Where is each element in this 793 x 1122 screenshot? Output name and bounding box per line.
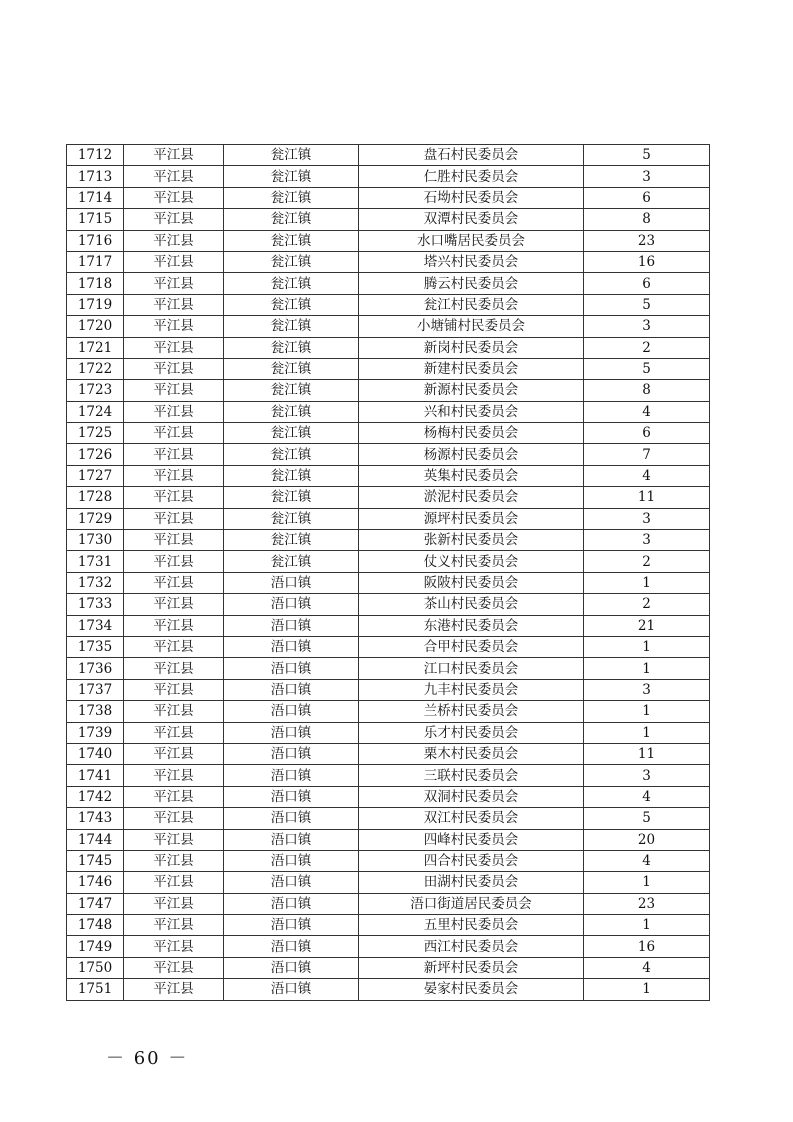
data-table [66,144,710,1001]
count-cell: 11 [584,743,710,764]
count-cell: 3 [584,166,710,187]
county-cell: 平江县 [124,230,224,251]
committee-cell: 英集村民委员会 [359,465,584,486]
table-row [67,444,710,465]
row-index-cell: 1714 [67,187,124,208]
count-cell: 16 [584,936,710,957]
table-row [67,230,710,251]
row-index-cell: 1737 [67,679,124,700]
row-index-cell: 1718 [67,273,124,294]
town-cell: 瓮江镇 [224,423,359,444]
count-cell: 2 [584,594,710,615]
row-index-cell: 1750 [67,957,124,978]
table-row [67,701,710,722]
town-cell: 瓮江镇 [224,316,359,337]
count-cell: 8 [584,209,710,230]
county-cell: 平江县 [124,936,224,957]
county-cell: 平江县 [124,487,224,508]
count-cell: 1 [584,722,710,743]
table-row [67,166,710,187]
count-cell: 7 [584,444,710,465]
town-cell: 浯口镇 [224,915,359,936]
town-cell: 浯口镇 [224,743,359,764]
table-row [67,294,710,315]
row-index-cell: 1732 [67,572,124,593]
committee-cell: 源坪村民委员会 [359,508,584,529]
county-cell: 平江县 [124,166,224,187]
town-cell: 浯口镇 [224,829,359,850]
county-cell: 平江县 [124,145,224,166]
county-cell: 平江县 [124,337,224,358]
town-cell: 瓮江镇 [224,187,359,208]
town-cell: 浯口镇 [224,979,359,1000]
town-cell: 瓮江镇 [224,551,359,572]
committee-cell: 双江村民委员会 [359,808,584,829]
county-cell: 平江县 [124,850,224,871]
row-index-cell: 1712 [67,145,124,166]
town-cell: 浯口镇 [224,615,359,636]
committee-cell: 兴和村民委员会 [359,401,584,422]
committee-cell: 西江村民委员会 [359,936,584,957]
county-cell: 平江县 [124,701,224,722]
county-cell: 平江县 [124,380,224,401]
county-cell: 平江县 [124,658,224,679]
row-index-cell: 1717 [67,251,124,272]
row-index-cell: 1729 [67,508,124,529]
county-cell: 平江县 [124,508,224,529]
committee-cell: 新建村民委员会 [359,358,584,379]
county-cell: 平江县 [124,551,224,572]
table-body [67,145,710,1001]
count-cell: 20 [584,829,710,850]
table-row [67,572,710,593]
county-cell: 平江县 [124,893,224,914]
county-cell: 平江县 [124,251,224,272]
town-cell: 瓮江镇 [224,166,359,187]
county-cell: 平江县 [124,209,224,230]
row-index-cell: 1742 [67,786,124,807]
count-cell: 6 [584,273,710,294]
count-cell: 23 [584,230,710,251]
county-cell: 平江县 [124,530,224,551]
count-cell: 4 [584,465,710,486]
town-cell: 浯口镇 [224,636,359,657]
row-index-cell: 1748 [67,915,124,936]
count-cell: 4 [584,850,710,871]
count-cell: 2 [584,337,710,358]
county-cell: 平江县 [124,743,224,764]
table-row [67,594,710,615]
town-cell: 瓮江镇 [224,380,359,401]
town-cell: 浯口镇 [224,808,359,829]
row-index-cell: 1724 [67,401,124,422]
county-cell: 平江县 [124,358,224,379]
row-index-cell: 1749 [67,936,124,957]
row-index-cell: 1719 [67,294,124,315]
town-cell: 瓮江镇 [224,273,359,294]
county-cell: 平江县 [124,316,224,337]
row-index-cell: 1731 [67,551,124,572]
town-cell: 瓮江镇 [224,508,359,529]
row-index-cell: 1741 [67,765,124,786]
committee-cell: 四峰村民委员会 [359,829,584,850]
table-row [67,401,710,422]
committee-cell: 杨梅村民委员会 [359,423,584,444]
committee-cell: 三联村民委员会 [359,765,584,786]
county-cell: 平江县 [124,423,224,444]
committee-cell: 新坪村民委员会 [359,957,584,978]
county-cell: 平江县 [124,786,224,807]
county-cell: 平江县 [124,572,224,593]
town-cell: 浯口镇 [224,765,359,786]
row-index-cell: 1746 [67,872,124,893]
count-cell: 16 [584,251,710,272]
table-row [67,337,710,358]
count-cell: 4 [584,401,710,422]
committee-cell: 淤泥村民委员会 [359,487,584,508]
row-index-cell: 1716 [67,230,124,251]
committee-cell: 兰桥村民委员会 [359,701,584,722]
row-index-cell: 1727 [67,465,124,486]
town-cell: 瓮江镇 [224,145,359,166]
count-cell: 1 [584,636,710,657]
committee-cell: 九丰村民委员会 [359,679,584,700]
county-cell: 平江县 [124,187,224,208]
table-row [67,808,710,829]
committee-cell: 东港村民委员会 [359,615,584,636]
table-row [67,957,710,978]
table-row [67,551,710,572]
county-cell: 平江县 [124,829,224,850]
town-cell: 瓮江镇 [224,358,359,379]
row-index-cell: 1722 [67,358,124,379]
table-row [67,487,710,508]
committee-cell: 浯口街道居民委员会 [359,893,584,914]
count-cell: 23 [584,893,710,914]
committee-cell: 瓮江村民委员会 [359,294,584,315]
county-cell: 平江县 [124,808,224,829]
county-cell: 平江县 [124,294,224,315]
committee-cell: 茶山村民委员会 [359,594,584,615]
town-cell: 浯口镇 [224,850,359,871]
town-cell: 瓮江镇 [224,530,359,551]
town-cell: 瓮江镇 [224,209,359,230]
count-cell: 1 [584,872,710,893]
town-cell: 浯口镇 [224,957,359,978]
town-cell: 浯口镇 [224,786,359,807]
town-cell: 瓮江镇 [224,337,359,358]
row-index-cell: 1730 [67,530,124,551]
town-cell: 浯口镇 [224,594,359,615]
county-cell: 平江县 [124,765,224,786]
town-cell: 瓮江镇 [224,294,359,315]
committee-cell: 双洞村民委员会 [359,786,584,807]
table-row [67,273,710,294]
committee-cell: 晏家村民委员会 [359,979,584,1000]
row-index-cell: 1738 [67,701,124,722]
table-row [67,615,710,636]
town-cell: 浯口镇 [224,701,359,722]
row-index-cell: 1739 [67,722,124,743]
count-cell: 3 [584,508,710,529]
town-cell: 瓮江镇 [224,401,359,422]
table-row [67,423,710,444]
town-cell: 浯口镇 [224,679,359,700]
table-row [67,508,710,529]
row-index-cell: 1715 [67,209,124,230]
count-cell: 1 [584,701,710,722]
town-cell: 瓮江镇 [224,465,359,486]
town-cell: 浯口镇 [224,658,359,679]
table-row [67,465,710,486]
table-row [67,786,710,807]
count-cell: 5 [584,808,710,829]
county-cell: 平江县 [124,636,224,657]
count-cell: 3 [584,316,710,337]
row-index-cell: 1740 [67,743,124,764]
town-cell: 瓮江镇 [224,487,359,508]
committee-cell: 仁胜村民委员会 [359,166,584,187]
table-row [67,893,710,914]
committee-cell: 石坳村民委员会 [359,187,584,208]
count-cell: 3 [584,765,710,786]
table-row [67,658,710,679]
town-cell: 浯口镇 [224,572,359,593]
count-cell: 3 [584,530,710,551]
count-cell: 5 [584,294,710,315]
count-cell: 4 [584,957,710,978]
table-row [67,915,710,936]
county-cell: 平江县 [124,465,224,486]
county-cell: 平江县 [124,679,224,700]
row-index-cell: 1725 [67,423,124,444]
town-cell: 浯口镇 [224,936,359,957]
committee-cell: 田湖村民委员会 [359,872,584,893]
table-row [67,850,710,871]
county-cell: 平江县 [124,594,224,615]
row-index-cell: 1747 [67,893,124,914]
row-index-cell: 1744 [67,829,124,850]
row-index-cell: 1734 [67,615,124,636]
count-cell: 4 [584,786,710,807]
count-cell: 1 [584,915,710,936]
row-index-cell: 1751 [67,979,124,1000]
committee-cell: 乐才村民委员会 [359,722,584,743]
count-cell: 11 [584,487,710,508]
table-row [67,743,710,764]
town-cell: 瓮江镇 [224,251,359,272]
table-row [67,722,710,743]
table-row [67,187,710,208]
count-cell: 6 [584,187,710,208]
table-row [67,145,710,166]
committee-cell: 四合村民委员会 [359,850,584,871]
row-index-cell: 1726 [67,444,124,465]
count-cell: 1 [584,658,710,679]
committee-cell: 水口嘴居民委员会 [359,230,584,251]
count-cell: 2 [584,551,710,572]
count-cell: 21 [584,615,710,636]
committee-cell: 仗义村民委员会 [359,551,584,572]
row-index-cell: 1745 [67,850,124,871]
table-row [67,829,710,850]
row-index-cell: 1723 [67,380,124,401]
committee-cell: 张新村民委员会 [359,530,584,551]
town-cell: 瓮江镇 [224,230,359,251]
committee-cell: 栗木村民委员会 [359,743,584,764]
count-cell: 8 [584,380,710,401]
committee-cell: 新岗村民委员会 [359,337,584,358]
count-cell: 1 [584,572,710,593]
table-row [67,380,710,401]
count-cell: 6 [584,423,710,444]
committee-cell: 合甲村民委员会 [359,636,584,657]
committee-cell: 双潭村民委员会 [359,209,584,230]
committee-cell: 小塘铺村民委员会 [359,316,584,337]
county-cell: 平江县 [124,615,224,636]
committee-cell: 阪陂村民委员会 [359,572,584,593]
committee-cell: 塔兴村民委员会 [359,251,584,272]
county-cell: 平江县 [124,722,224,743]
county-cell: 平江县 [124,915,224,936]
row-index-cell: 1721 [67,337,124,358]
row-index-cell: 1743 [67,808,124,829]
page-number: － 60 － [106,1048,189,1069]
row-index-cell: 1720 [67,316,124,337]
count-cell: 5 [584,145,710,166]
committee-cell: 五里村民委员会 [359,915,584,936]
table-row [67,679,710,700]
committee-cell: 新源村民委员会 [359,380,584,401]
row-index-cell: 1735 [67,636,124,657]
committee-cell: 盘石村民委员会 [359,145,584,166]
table-row [67,251,710,272]
county-cell: 平江县 [124,872,224,893]
county-cell: 平江县 [124,273,224,294]
table-row [67,530,710,551]
count-cell: 3 [584,679,710,700]
row-index-cell: 1736 [67,658,124,679]
county-cell: 平江县 [124,979,224,1000]
row-index-cell: 1733 [67,594,124,615]
town-cell: 浯口镇 [224,722,359,743]
committee-cell: 腾云村民委员会 [359,273,584,294]
committee-cell: 江口村民委员会 [359,658,584,679]
table-row [67,636,710,657]
town-cell: 浯口镇 [224,872,359,893]
county-cell: 平江县 [124,444,224,465]
town-cell: 瓮江镇 [224,444,359,465]
table-row [67,936,710,957]
row-index-cell: 1728 [67,487,124,508]
table-row [67,358,710,379]
town-cell: 浯口镇 [224,893,359,914]
county-cell: 平江县 [124,957,224,978]
table-row [67,872,710,893]
row-index-cell: 1713 [67,166,124,187]
county-cell: 平江县 [124,401,224,422]
table-row [67,209,710,230]
table-row [67,979,710,1000]
count-cell: 1 [584,979,710,1000]
committee-cell: 杨源村民委员会 [359,444,584,465]
table-row [67,765,710,786]
table-row [67,316,710,337]
count-cell: 5 [584,358,710,379]
